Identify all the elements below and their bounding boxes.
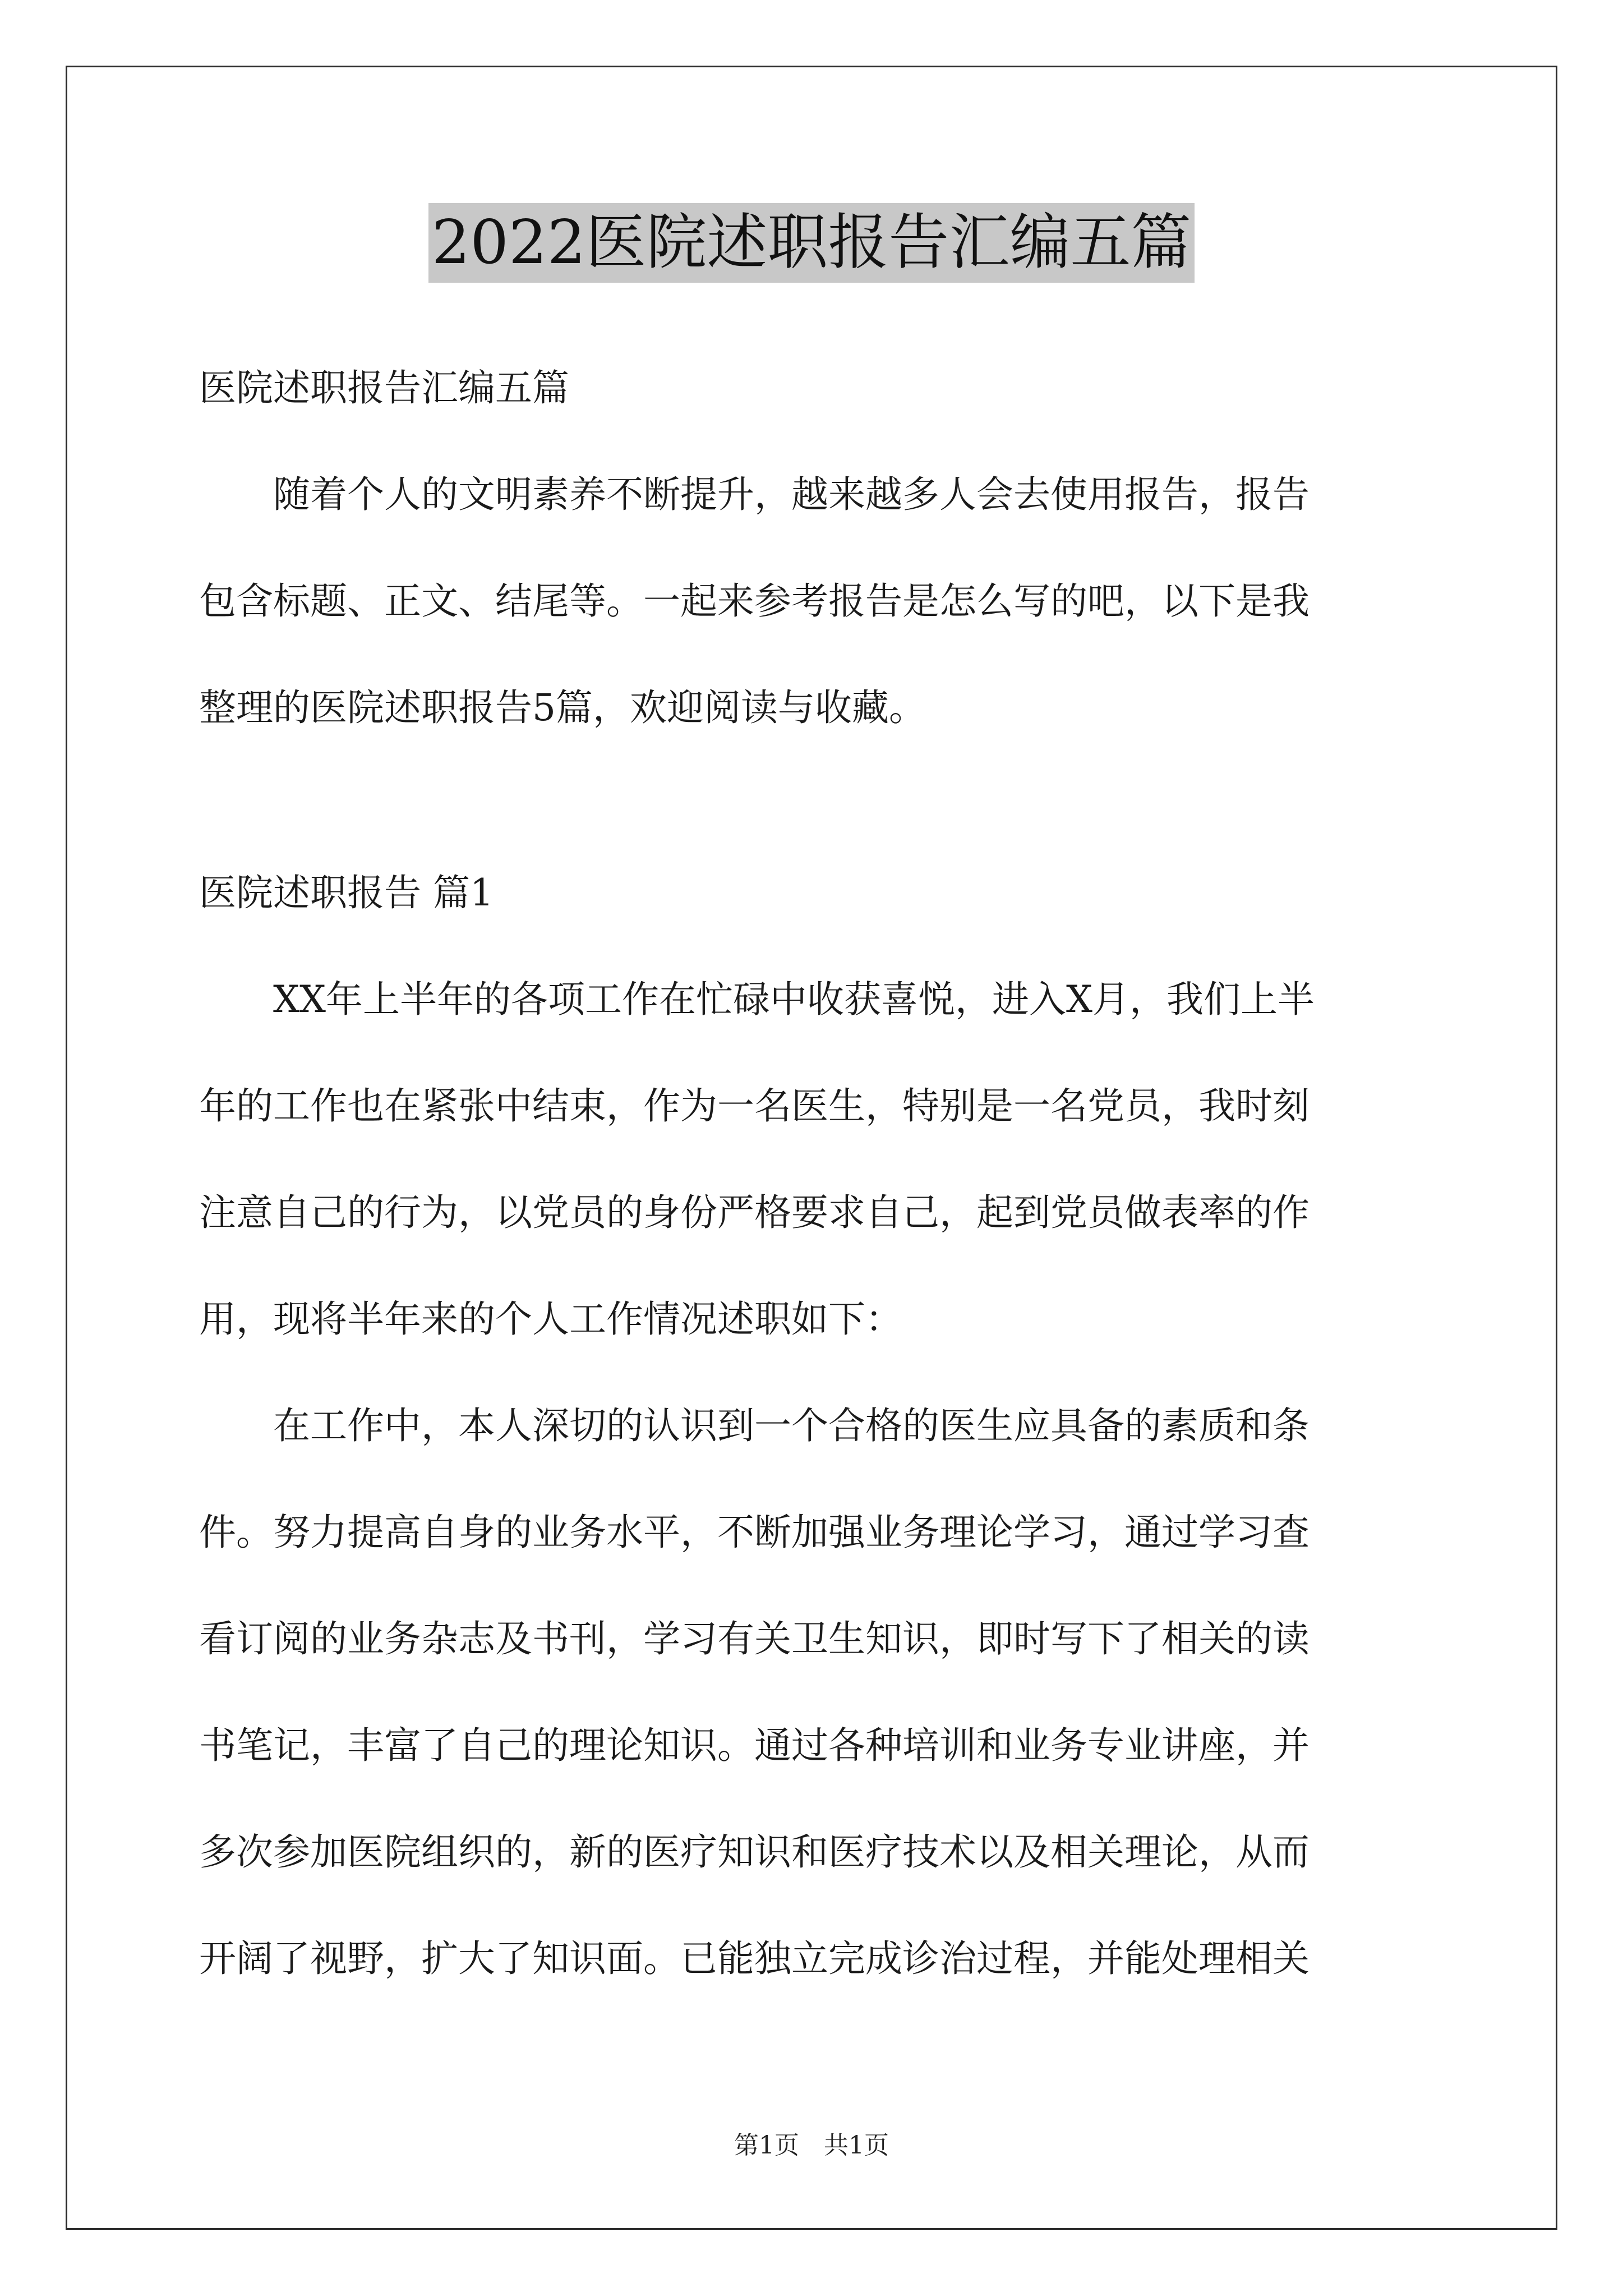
paragraph-line: 用，现将半年来的个人工作情况述职如下： (199, 1297, 902, 1341)
paragraph-line: 开阔了视野，扩大了知识面。已能独立完成诊治过程，并能处理相关 (199, 1937, 1310, 1980)
paragraph-line: 书笔记，丰富了自己的理论知识。通过各种培训和业务专业讲座，并 (199, 1724, 1310, 1767)
spacer (199, 761, 1427, 840)
intro-line: 随着个人的文明素养不断提升，越来越多人会去使用报告，报告 (273, 473, 1310, 516)
paragraph-line: 看订阅的业务杂志及书刊，学习有关卫生知识，即时写下了相关的读 (199, 1617, 1310, 1660)
paragraph-line: 在工作中，本人深切的认识到一个合格的医生应具备的素质和条 (273, 1404, 1310, 1447)
paragraph-line: 件。努力提高自身的业务水平，不断加强业务理论学习，通过学习查 (199, 1511, 1310, 1554)
document-title: 2022医院述职报告汇编五篇 (428, 203, 1195, 283)
intro-line: 整理的医院述职报告5篇，欢迎阅读与收藏。 (199, 686, 926, 729)
section-heading: 医院述职报告 篇1 (199, 871, 494, 914)
subtitle: 医院述职报告汇编五篇 (199, 366, 569, 409)
page-footer: 第1页 共1页 (734, 2131, 889, 2160)
document-body (199, 335, 1427, 2012)
paragraph-line: XX年上半年的各项工作在忙碌中收获喜悦，进入X月，我们上半 (273, 978, 1315, 1021)
title-container (0, 203, 1623, 283)
paragraph-line: 年的工作也在紧张中结束，作为一名医生，特别是一名党员，我时刻 (199, 1084, 1310, 1128)
paragraph-line: 注意自己的行为，以党员的身份严格要求自己，起到党员做表率的作 (199, 1191, 1310, 1234)
intro-line: 包含标题、正文、结尾等。一起来参考报告是怎么写的吧，以下是我 (199, 579, 1310, 623)
paragraph-line: 多次参加医院组织的，新的医疗知识和医疗技术以及相关理论，从而 (199, 1830, 1310, 1874)
